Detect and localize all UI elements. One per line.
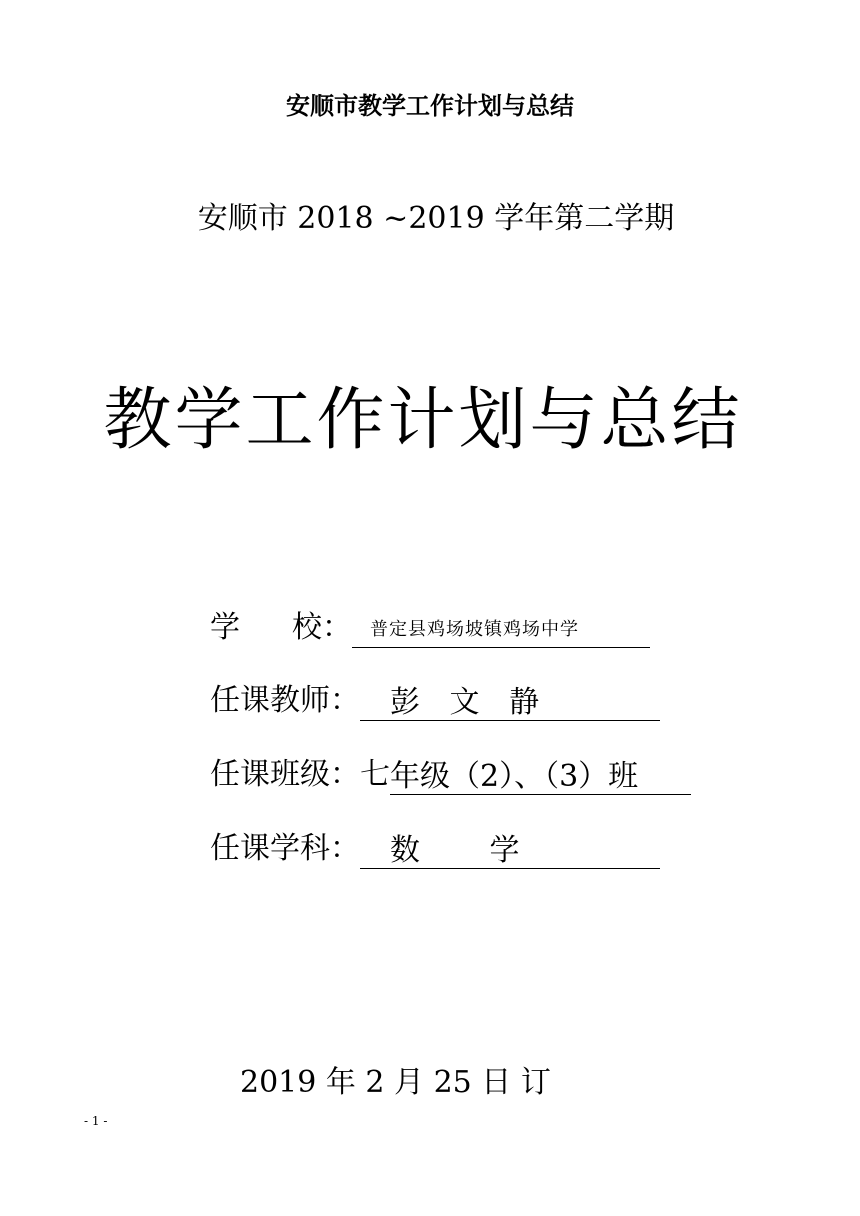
- main-title: 教学工作计划与总结: [103, 381, 743, 460]
- school-label-part1: 学: [210, 610, 292, 645]
- school-value: 普定县鸡场坡镇鸡场中学: [352, 613, 650, 648]
- subject-value: 数 学: [360, 834, 660, 869]
- class-label: 任课班级：: [210, 757, 360, 792]
- teacher-value: 彭 文 静: [360, 686, 660, 721]
- subject-label: 任课学科：: [210, 831, 360, 866]
- page-number: - 1 -: [84, 1114, 108, 1128]
- class-row: [210, 755, 691, 795]
- teacher-row: [210, 681, 660, 721]
- class-value: 年级（2）、（3）班: [390, 760, 691, 795]
- class-value-head: 七: [360, 757, 390, 792]
- school-row: [210, 608, 650, 648]
- date-line: 2019 年 2 月 25 日 订: [240, 1065, 551, 1100]
- school-label-part2: 校：: [292, 610, 352, 645]
- term-line: 安顺市 2018 ~2019 学年第二学期: [197, 201, 675, 236]
- teacher-label: 任课教师：: [210, 683, 360, 718]
- subject-row: [210, 829, 660, 869]
- header-title: 安顺市教学工作计划与总结: [286, 91, 574, 120]
